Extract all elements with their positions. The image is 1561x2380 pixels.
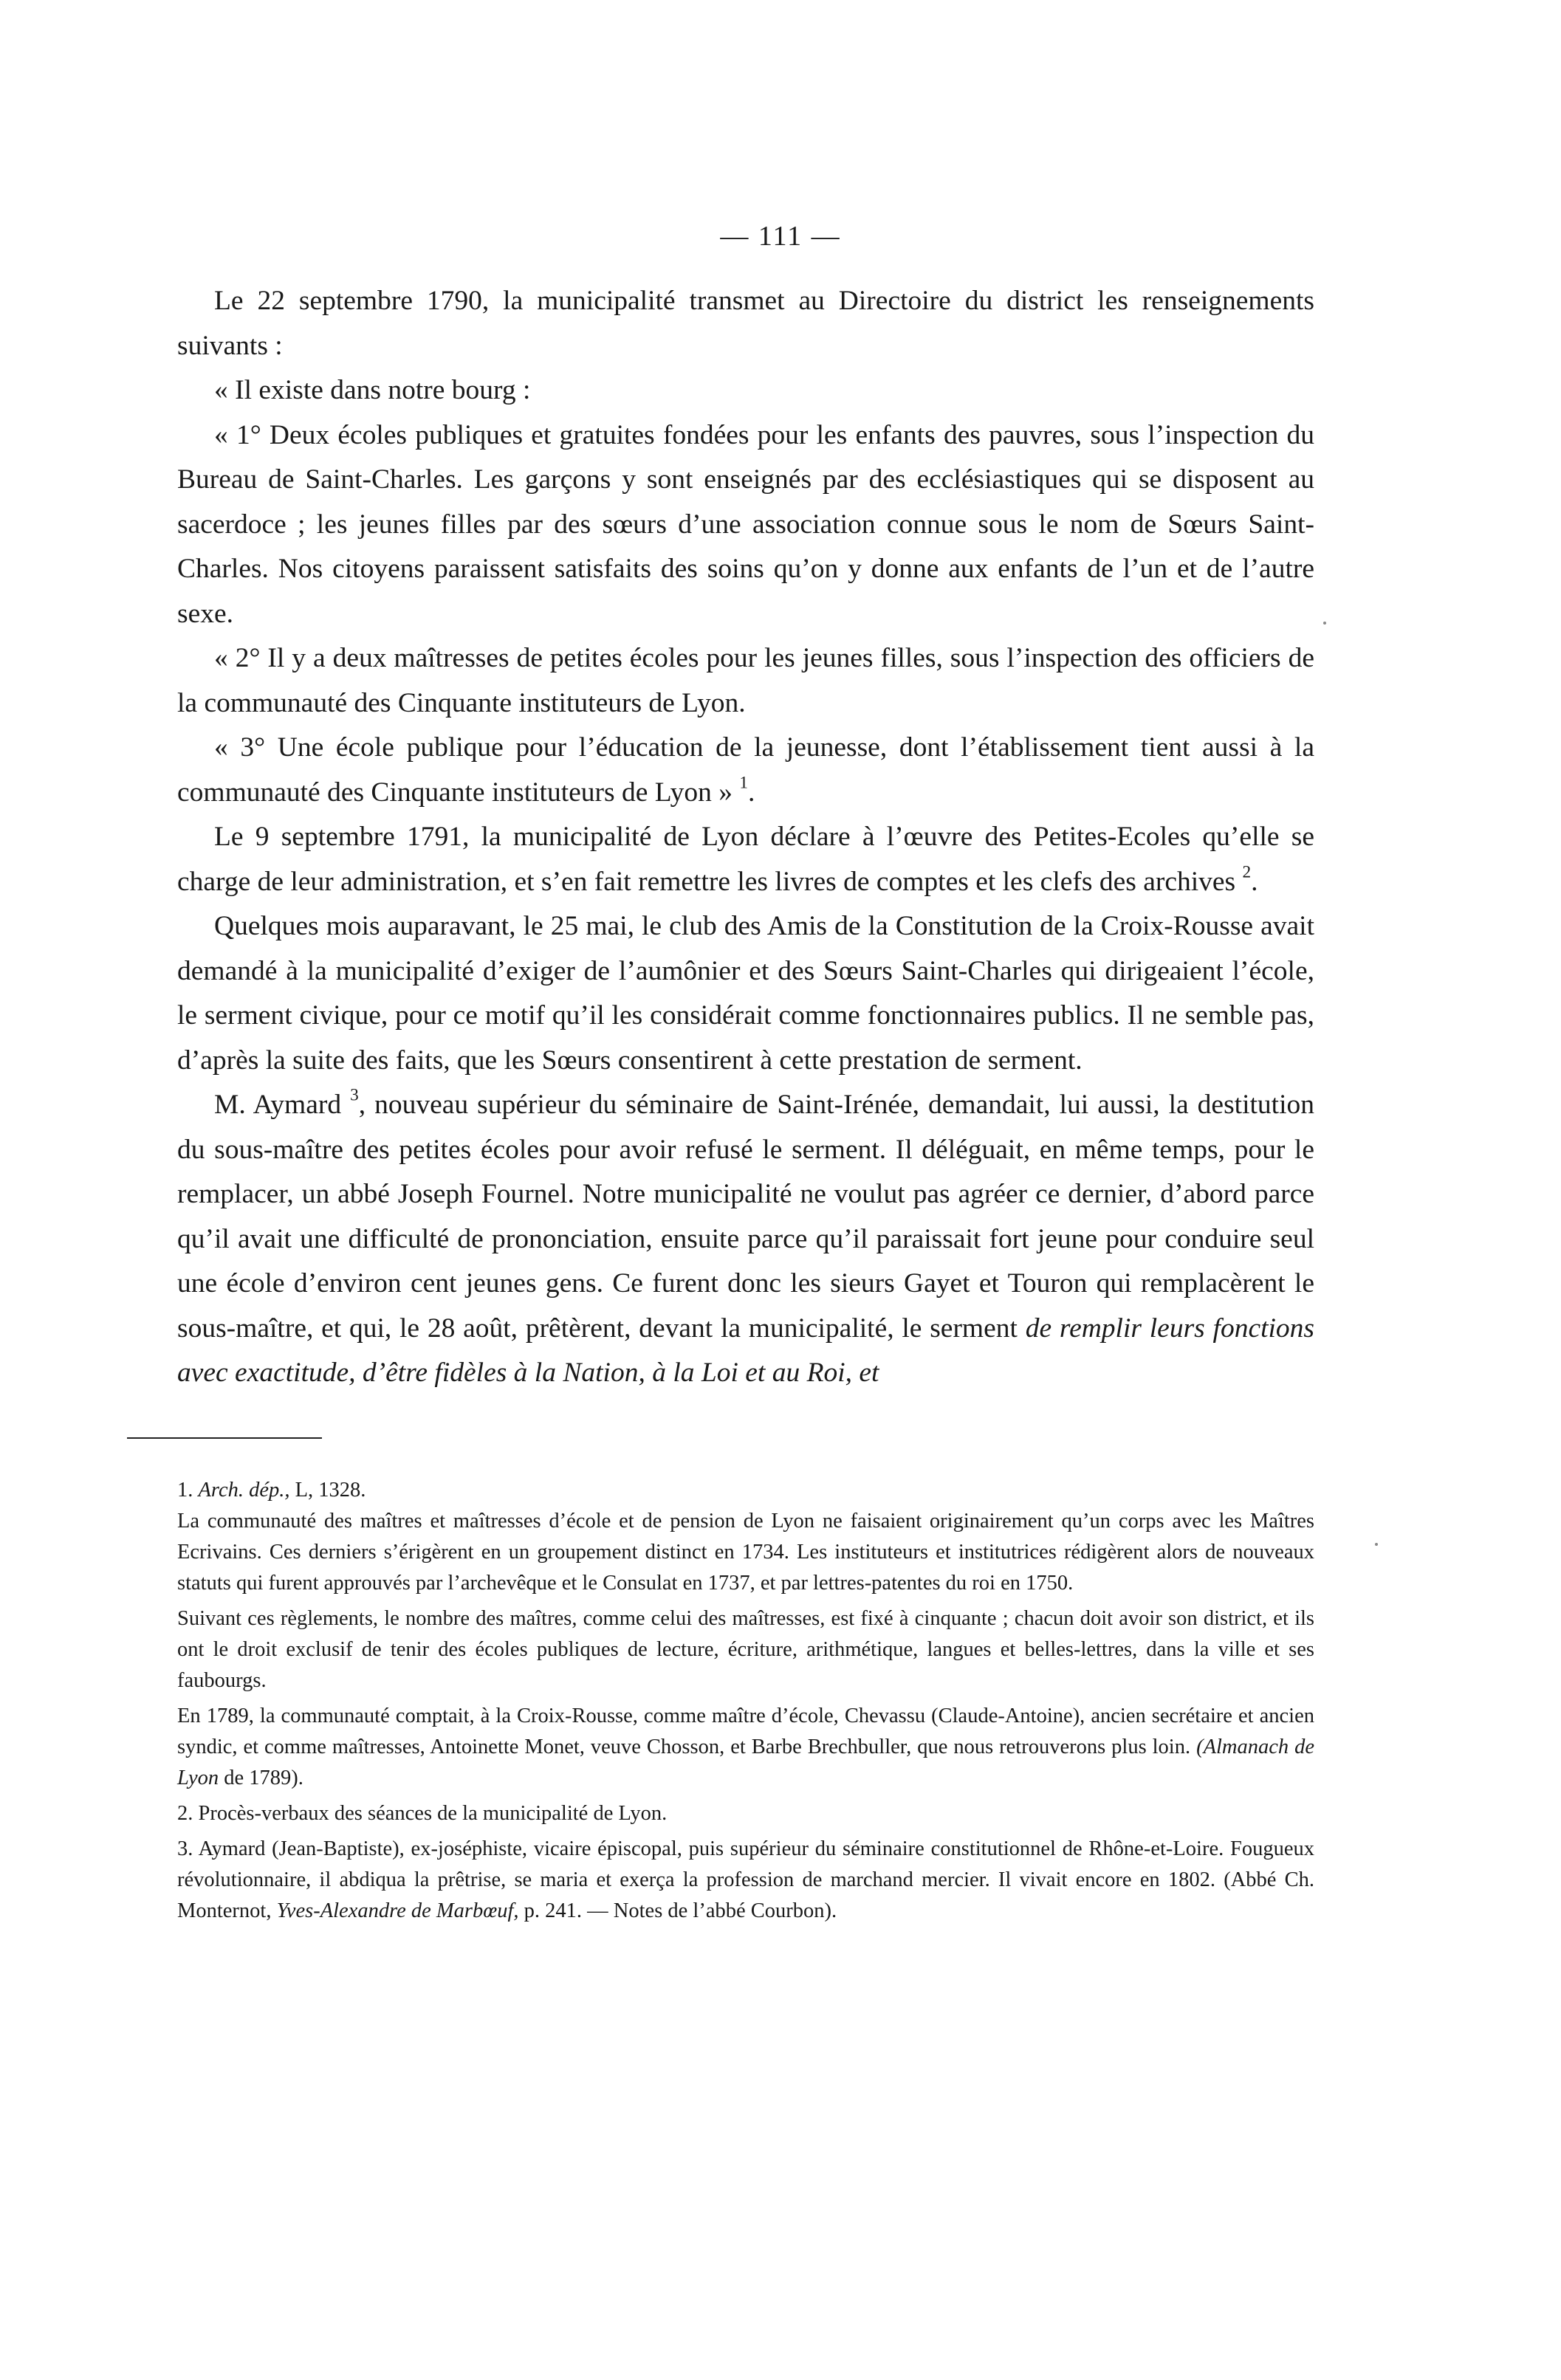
footnote-ref-2: 2 xyxy=(1242,862,1252,882)
footnote-3-end: p. 241. — Notes de l’abbé Courbon). xyxy=(524,1899,837,1922)
paragraph-4-text: , nouveau supérieur du séminaire de Saint-Irénée, demandait, lui aussi, la destitution du sous-maître des petites écoles pour avoir refusé le serment. Il déléguait, en même temps, pour le remplacer, un abbé Joseph Fournel. Notre municipalité ne voulut pas agréer ce dernier, d’abord parce qu’il avait une difficulté de prononciation, ensuite parce qu’il paraissait fort jeune pour conduire seul une école d’environ cent jeunes gens. Ce furent donc les sieurs Gayet et Touron qui remplacèrent le sous-maître, et qui, le 28 août, prêtèrent, devant la municipalité, le serment xyxy=(177,1090,1315,1344)
paragraph-3-text: Quelques mois auparavant, le 25 mai, le club des Amis de la Constitution de la Croix-Rousse avait demandé à la municipalité d’exiger de l’aumônier et des Sœurs Saint-Charles qui dirigeaient l’école, le serment civique, pour ce motif qu’il les considérait comme fonctionnaires publics. Il ne semble pas, d’après la suite des faits, que les Sœurs consentirent à cette prestation de serment. xyxy=(177,911,1314,1076)
quote-item-2-text: « 2° Il y a deux maîtresses de petites écoles pour les jeunes filles, sous l’inspection des officiers de la communauté des Cinquante instituteurs de Lyon. xyxy=(177,643,1314,718)
footnote-1-number: 1. xyxy=(177,1479,193,1502)
quote-item-3 xyxy=(177,726,1314,815)
quote-intro-text: « Il existe dans notre bourg : xyxy=(214,375,531,405)
paragraph-2 xyxy=(177,815,1314,904)
page-number: — 111 — xyxy=(720,221,841,252)
paragraph-4 xyxy=(177,1083,1314,1396)
main-text xyxy=(177,279,1314,1396)
paragraph-4-start: M. Aymard xyxy=(214,1090,342,1120)
quote-item-1-text: « 1° Deux écoles publiques et gratuites fondées pour les enfants des pauvres, sous l’inspection du Bureau de Saint-Charles. Les garçons y sont enseignés par des ecclésiastiques qui se disposent au sacerdoce ; les jeunes filles par des sœurs d’une association connue sous le nom de Sœurs Saint-Charles. Nos citoyens paraissent satisfaits des soins qu’on y donne aux enfants de l’un et de l’autre sexe. xyxy=(177,419,1314,629)
quote-item-3-text: « 3° Une école publique pour l’éducation de la jeunesse, dont l’établissement tient aussi à la communauté des Cinquante instituteurs de Lyon » xyxy=(177,732,1314,808)
footnote-1-para-1 xyxy=(177,1506,1314,1599)
footnote-2-text: 2. Procès-verbaux des séances de la municipalité de Lyon. xyxy=(177,1802,668,1825)
scan-speck xyxy=(1323,622,1326,625)
footnote-3-text: 3. Aymard (Jean-Baptiste), ex-joséphiste, vicaire épiscopal, puis supérieur du séminaire constitutionnel de Rhône-et-Loire. Fougueux révolutionnaire, il abdiqua la prêtrise, se maria et exerça la profession de marchand mercier. Il vivait encore en 1802. (Abbé Ch. Monternot, xyxy=(177,1837,1314,1922)
footnote-1-para-3-text: En 1789, la communauté comptait, à la Croix-Rousse, comme maître d’école, Chevassu (Claude-Antoine), ancien secrétaire et ancien syndic, et comme maîtresses, Antoinette Monet, veuve Chosson, et Barbe Brechbuller, que nous retrouverons plus loin. xyxy=(177,1705,1314,1758)
footnote-1-para-2-text: Suivant ces règlements, le nombre des maîtres, comme celui des maîtresses, est fixé à cinquante ; chacun doit avoir son district, et ils ont le droit exclusif de tenir des écoles publiques de lecture, écriture, arithmétique, langues et belles-lettres, dans la ville et ses faubourgs. xyxy=(177,1607,1314,1692)
footnote-ref-1: 1 xyxy=(739,773,748,793)
footnote-1-para-2 xyxy=(177,1603,1314,1696)
paragraph-1-text: Le 22 septembre 1790, la municipalité transmet au Directoire du district les renseignements suivants : xyxy=(177,286,1314,361)
quote-intro xyxy=(177,368,1314,413)
footnote-1-source-ref: L, 1328. xyxy=(295,1479,366,1502)
footnote-1-para-3-end: de 1789). xyxy=(224,1767,303,1789)
footnote-1-para-3-italic: (Almanach de Lyon xyxy=(177,1736,1314,1789)
quote-item-2 xyxy=(177,636,1314,726)
footnote-1-para-3 xyxy=(177,1701,1314,1794)
paragraph-3 xyxy=(177,904,1314,1083)
footnotes xyxy=(177,1475,1314,1927)
footnote-1-para-1-text: La communauté des maîtres et maîtresses d’école et de pension de Lyon ne faisaient originairement qu’un corps avec les Maîtres Ecrivains. Ces derniers s’érigèrent en un groupement distinct en 1734. Les instituteurs et institutrices rédigèrent alors de nouveaux statuts qui furent approuvés par l’archevêque et le Consulat en 1737, et par lettres-patentes du roi en 1750. xyxy=(177,1510,1314,1595)
footnote-3-italic: Yves-Alexandre de Marbœuf, xyxy=(276,1899,519,1922)
quote-item-1 xyxy=(177,413,1314,637)
footnote-3 xyxy=(177,1834,1314,1927)
footnote-separator xyxy=(127,1437,322,1439)
paragraph-1 xyxy=(177,279,1314,368)
scan-speck xyxy=(1375,1543,1378,1546)
quote-item-3-end: . xyxy=(747,777,755,808)
paragraph-2-text: Le 9 septembre 1791, la municipalité de Lyon déclare à l’œuvre des Petites-Ecoles qu’elle se charge de leur administration, et s’en fait remettre les livres de comptes et les clefs des archives xyxy=(177,822,1314,897)
footnote-1-ref xyxy=(177,1475,1314,1506)
paragraph-2-end: . xyxy=(1251,866,1258,897)
footnote-1-source: Arch. dép., xyxy=(198,1479,290,1502)
footnote-2 xyxy=(177,1798,1314,1829)
paragraph-4-italic: de remplir leurs fonctions avec exactitude, d’être fidèles à la Nation, à la Loi et au Roi, et xyxy=(177,1313,1315,1388)
footnote-ref-3: 3 xyxy=(350,1085,359,1105)
